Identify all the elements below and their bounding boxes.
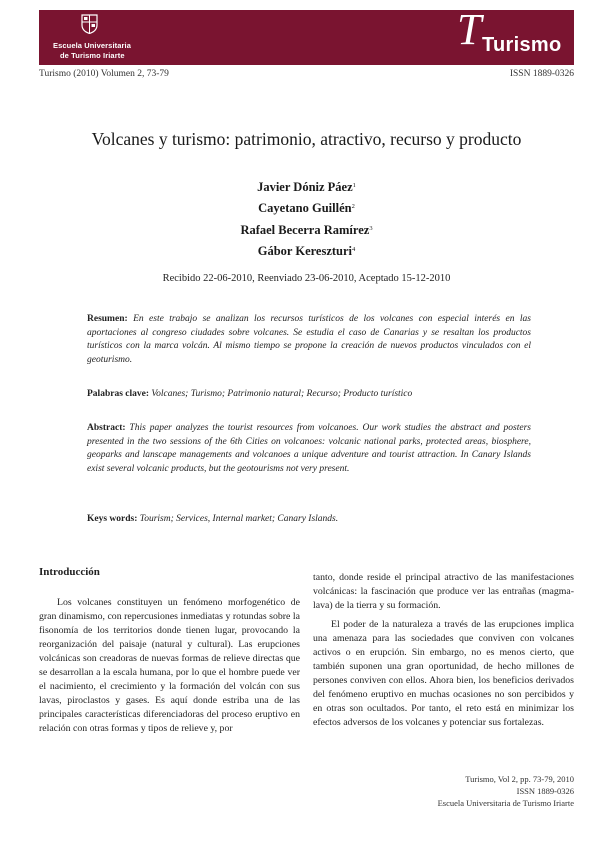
author: Rafael Becerra Ramírez$^3$ [240,222,373,237]
abstract-text: This paper analyzes the tourist resources from volcanoes. Our work studies the abstract and posters presented in the two sessions of the 6th Cities on volcanoes: volcanic national parks, protected areas, biosphere, geoparks and lanscape managements and volcanoes a unique adventure and tourist attraction. In Canary Islands exist several volcanic products, but the geotourisms not very present. [87,423,532,474]
palabras-clave-text: Volcanes; Turismo; Patrimonio natural; Recurso; Producto turístico [151,389,413,399]
body-paragraph: El poder de la naturaleza a través de las erupciones implica una amenaza para las sociedades que conviven con volcanes activos o en erupción. Sin embargo, no es menos cierto, que también suponen una gran oportunidad, de hecho millones de persones conviven con ellos. Ahora bien, los beneficios derivados del fenómeno eruptivo en muchas ocasiones no son percibidos y en otras son ocultados. Por tanto, el reto está en minimizar los efectos adversos de los volcanes y potenciar sus fortalezas. [313,619,574,729]
footer-citation: Turismo, Vol 2, pp. 73-79, 2010 [465,774,574,784]
palabras-clave-label: Palabras clave: [87,389,150,399]
body-column-right [313,571,574,731]
abstract-paragraph [87,422,531,476]
submission-dates: Recibido 22-06-2010, Reenviado 23-06-2010, Aceptado 15-12-2010 [162,273,451,284]
keywords-text: Tourism; Services, Internal market; Canary Islands. [139,514,339,524]
author-list [0,176,613,261]
header-banner [39,10,574,65]
issn-header: ISSN 1889-0326 [509,69,574,79]
footer-issn: ISSN 1889-0326 [516,786,574,796]
brand-name: Turismo [482,34,562,56]
paper-title: Volcanes y turismo: patrimonio, atractivo, recurso y producto [91,129,522,149]
resumen-paragraph [87,313,531,367]
page-footer [438,773,574,809]
keywords-label: Keys words: [87,514,138,524]
school-name-line1: Escuela Universitaria [53,41,131,50]
body-paragraph: Los volcanes constituyen un fenómeno morfogenético de gran dinamismo, con repercusiones inmediatas y rotundas sobre la fisonomía de los territorios donde tienen lugar, provocando la reorganización del paisaje (natural y cultural). Las erupciones volcánicas son creadoras de nuevas formas de relieve directas que se desarrollan a la escala humana, por lo que el hombre puede ver el nacimiento, el crecimiento y la formación del volcán con sus lavas, piroclastos y gases. Es aquí donde estriba una de las principales características diferenciadoras del proceso eruptivo en relación con otras formas y tipos de relieve y, por [39,597,300,735]
body-column-left [39,596,300,736]
school-name-line2: de Turismo Iriarte [60,51,125,60]
author: Javier Dóniz Páez$^1$ [257,180,356,194]
resumen-text: En este trabajo se analizan los recursos turísticos de los volcanes con especial interés en las aportaciones al congreso ciudades sobre volcanes. Se estudia el caso de Canarias y se resaltan los productos turísticos con la marca volcán. Al mismo tiempo se propone la creación de nuevos productos vinculados con el geoturismo. [87,314,531,365]
journal-reference: Turismo (2010) Volumen 2, 73-79 [39,69,169,79]
author: Cayetano Guillén$^2$ [258,201,355,216]
section-heading-introduccion: Introducción [39,566,100,578]
school-crest-logo [81,14,98,34]
footer-school: Escuela Universitaria de Turismo Iriarte [437,798,574,808]
keywords-paragraph [87,513,531,527]
author: Gábor Kereszturi$^4$ [257,243,356,258]
abstract-label: Abstract: [87,423,126,433]
brand-letter-logo: T [457,10,482,54]
body-paragraph: tanto, donde reside el principal atractivo de las manifestaciones volcánicas: la fascinación que produce ver las entrañas (magma-lava) de la tierra y su formación. [313,572,574,612]
palabras-clave-paragraph [87,388,531,402]
resumen-label: Resumen: [87,314,128,324]
